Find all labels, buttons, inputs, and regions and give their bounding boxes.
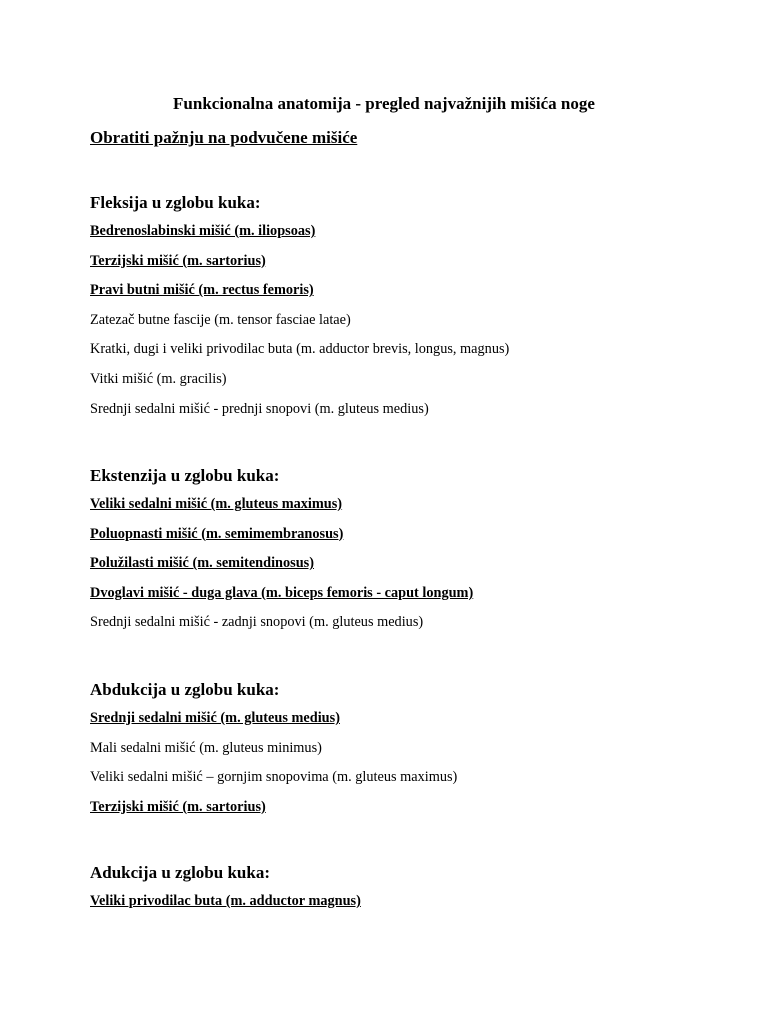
muscle-item: Veliki privodilac buta (m. adductor magnus)	[90, 893, 361, 909]
section-hip-extension	[90, 465, 730, 643]
section-heading: Ekstenzija u zglobu kuka:	[90, 466, 280, 485]
muscle-item: Bedrenoslabinski mišić (m. iliopsoas)	[90, 223, 316, 239]
muscle-item: Zatezač butne fascije (m. tensor fasciae latae)	[90, 311, 351, 328]
muscle-item: Kratki, dugi i veliki privodilac buta (m. adductor brevis, longus, magnus)	[90, 341, 510, 358]
section-heading: Adukcija u zglobu kuka:	[90, 863, 270, 882]
document-subtitle: Obratiti pažnju na podvučene mišiće	[90, 128, 358, 147]
muscle-item: Vitki mišić (m. gracilis)	[90, 370, 227, 387]
muscle-item: Veliki sedalni mišić – gornjim snopovima (m. gluteus maximus)	[90, 769, 458, 786]
section-heading: Abdukcija u zglobu kuka:	[90, 680, 280, 699]
muscle-item: Veliki sedalni mišić (m. gluteus maximus)	[90, 496, 343, 512]
muscle-item: Poluopnasti mišić (m. semimembranosus)	[90, 525, 344, 542]
document-title	[0, 94, 768, 114]
muscle-item: Pravi butni mišić (m. rectus femoris)	[90, 282, 314, 299]
muscle-item: Srednji sedalni mišić - prednji snopovi (m. gluteus medius)	[90, 400, 429, 417]
document-title-text: Funkcionalna anatomija - pregled najvažnijih mišića noge	[173, 94, 595, 113]
muscle-item: Mali sedalni mišić (m. gluteus minimus)	[90, 739, 322, 756]
muscle-item: Terzijski mišić (m. sartorius)	[90, 798, 266, 815]
muscle-item: Terzijski mišić (m. sartorius)	[90, 252, 266, 269]
section-hip-adduction	[90, 862, 730, 922]
muscle-item: Srednji sedalni mišić - zadnji snopovi (m. gluteus medius)	[90, 614, 424, 631]
section-hip-abduction	[90, 679, 730, 827]
muscle-item: Srednji sedalni mišić (m. gluteus medius)	[90, 710, 340, 726]
section-heading: Fleksija u zglobu kuka:	[90, 193, 261, 212]
section-hip-flexion	[90, 192, 730, 429]
muscle-item: Polužilasti mišić (m. semitendinosus)	[90, 555, 314, 572]
muscle-item: Dvoglavi mišić - duga glava (m. biceps femoris - caput longum)	[90, 584, 474, 601]
